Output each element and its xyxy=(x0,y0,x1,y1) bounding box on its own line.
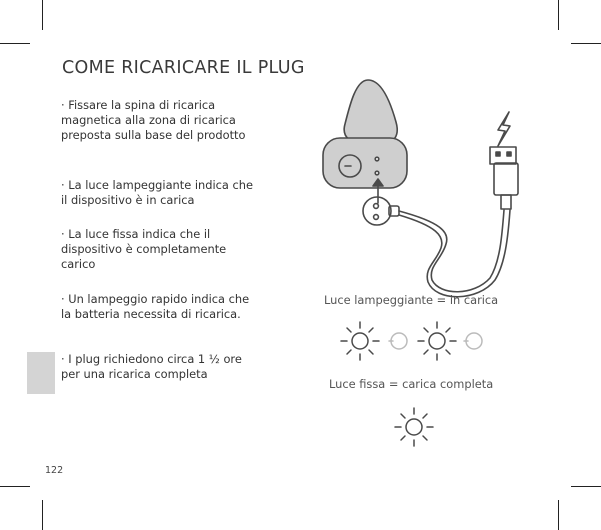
steady-light-caption: Luce fissa = carica completa xyxy=(329,377,494,391)
bullet-item: · La luce lampeggiante indica che il dispositivo è in carica xyxy=(61,178,253,207)
bullet-item: · I plug richiedono circa 1 ½ ore per una ricarica completa xyxy=(61,352,242,381)
light-on-icon xyxy=(395,408,433,446)
bullet-item: · Un lampeggio rapido indica che la batteria necessita di ricarica. xyxy=(61,292,250,321)
bullet-item: · La luce fissa indica che il dispositivo è completamente carico xyxy=(61,227,227,271)
page-number: 122 xyxy=(45,465,64,476)
bullet-item: · Fissare la spina di ricarica magnetica alla zona di ricarica preposta sulla base del prodotto xyxy=(61,98,246,142)
page-title: COME RICARICARE IL PLUG xyxy=(62,58,305,78)
blinking-light-caption: Luce lampeggiante = in carica xyxy=(324,293,499,307)
